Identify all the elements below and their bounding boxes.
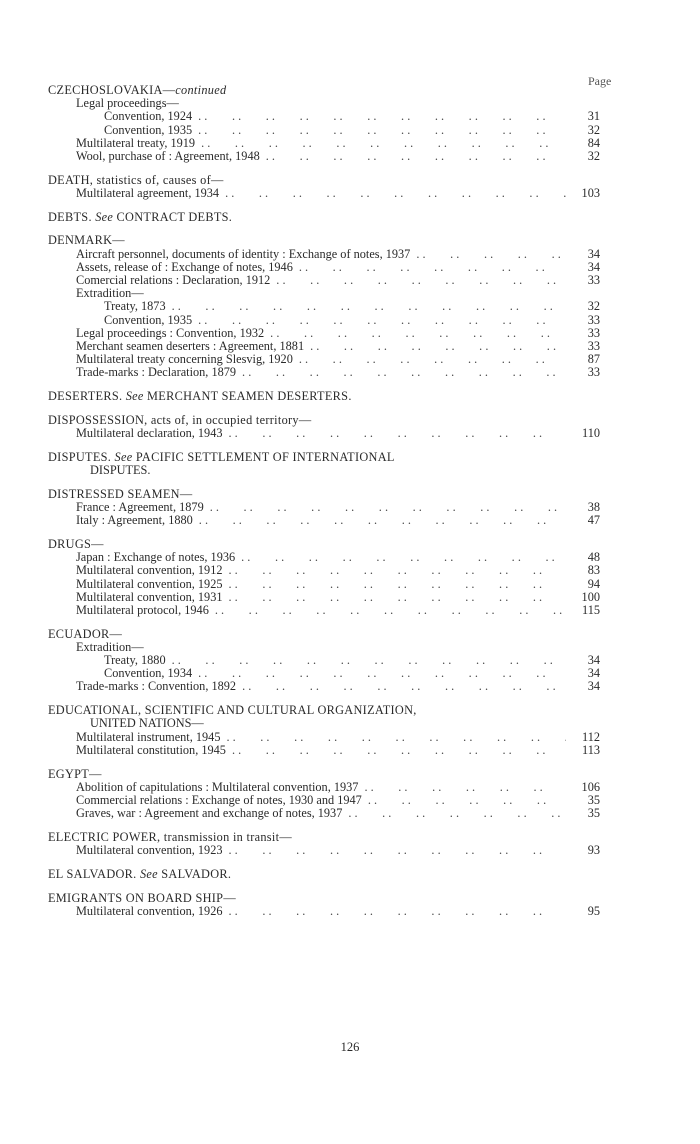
dot-leader [368, 794, 566, 807]
index-entry [48, 366, 600, 379]
dot-leader [226, 731, 566, 744]
entry-text: Legal proceedings— [76, 96, 179, 111]
entry-text: Multilateral convention, 1925 [76, 576, 223, 591]
index-entry [48, 744, 600, 757]
index-entry [48, 844, 600, 857]
entry-text: Extradition— [76, 639, 144, 654]
entry-text: Multilateral agreement, 1934 [76, 185, 220, 200]
entry-text: Convention, 1935 [104, 312, 193, 327]
entry-text: Italy : Agreement, 1880 [76, 513, 193, 528]
page-reference: 84 [587, 135, 600, 150]
page-reference: 113 [582, 742, 600, 757]
dot-leader [299, 353, 566, 366]
dot-leader [242, 366, 566, 379]
entry-text: DEATH, statistics of, causes of— [48, 172, 224, 187]
page-reference: 32 [587, 148, 600, 163]
entry-text: Trade-marks : Convention, 1892 [76, 679, 237, 694]
dot-leader [172, 654, 566, 667]
entry-text: Graves, war : Agreement and exchange of notes, 1937 [76, 806, 343, 821]
entry-text: Multilateral protocol, 1946 [76, 602, 209, 617]
page-reference: 100 [581, 589, 600, 604]
dot-leader [172, 300, 566, 313]
entry-text: Legal proceedings : Convention, 1932 [76, 325, 265, 340]
page-reference: 48 [587, 550, 600, 565]
entry-text: ECUADOR— [48, 626, 123, 641]
dot-leader [225, 187, 566, 200]
entry-text: Multilateral treaty, 1919 [76, 135, 196, 150]
page-reference: 112 [582, 729, 600, 744]
dot-leader [198, 124, 566, 137]
index-entry [48, 807, 600, 820]
entry-text: Convention, 1935 [104, 122, 193, 137]
dot-leader [232, 744, 566, 757]
entry-text: EGYPT— [48, 766, 102, 781]
entry-text: Aircraft personnel, documents of identity : Exchange of notes, 1937 [76, 246, 411, 261]
entry-text: Convention, 1924 [104, 109, 193, 124]
entry-text: Multilateral convention, 1923 [76, 843, 223, 858]
page-reference: 94 [587, 576, 600, 591]
entry-text: Comercial relations : Declaration, 1912 [76, 273, 271, 288]
index-entry [48, 514, 600, 527]
entry-text: Treaty, 1873 [104, 299, 166, 314]
entry-text: Japan : Exchange of notes, 1936 [76, 550, 236, 565]
dot-leader [229, 564, 566, 577]
dot-leader [310, 340, 566, 353]
dot-leader [241, 551, 566, 564]
page-reference: 33 [587, 338, 600, 353]
entry-text: ELECTRIC POWER, transmission in transit— [48, 829, 292, 844]
page-reference: 32 [587, 299, 600, 314]
dot-leader [210, 501, 566, 514]
index-list [48, 84, 600, 918]
entry-text: DESERTERS. See MERCHANT SEAMEN DESERTERS. [48, 389, 352, 404]
dot-leader [215, 604, 566, 617]
dot-leader [198, 667, 566, 680]
page-reference: 34 [587, 653, 600, 668]
index-entry [48, 187, 600, 200]
entry-text: DRUGS— [48, 537, 104, 551]
dot-leader [416, 248, 566, 261]
page-reference: 95 [587, 903, 600, 918]
index-entry [48, 680, 600, 693]
page-reference: 110 [582, 426, 600, 441]
entry-text: CZECHOSLOVAKIA—continued [48, 83, 227, 97]
page-reference: 33 [587, 365, 600, 380]
entry-text: Convention, 1934 [104, 666, 193, 681]
index-heading [48, 868, 600, 881]
entry-text: Multilateral constitution, 1945 [76, 742, 226, 757]
page-reference: 87 [587, 352, 600, 367]
dot-leader [229, 427, 567, 440]
entry-text: DISPUTES. [90, 463, 151, 478]
page-reference: 93 [587, 843, 600, 858]
entry-text: Abolition of capitulations : Multilateral convention, 1937 [76, 779, 359, 794]
entry-text: EDUCATIONAL, SCIENTIFIC AND CULTURAL ORGANIZATION, [48, 703, 417, 718]
dot-leader [229, 591, 566, 604]
entry-text: Wool, purchase of : Agreement, 1948 [76, 148, 260, 163]
entry-text: EMIGRANTS ON BOARD SHIP— [48, 890, 236, 905]
entry-text: Trade-marks : Declaration, 1879 [76, 365, 237, 380]
page-reference: 34 [587, 666, 600, 681]
page-reference: 47 [587, 513, 600, 528]
entry-text: Multilateral declaration, 1943 [76, 426, 223, 441]
entry-text: DISPUTES. See PACIFIC SETTLEMENT OF INTERNATIONAL [48, 449, 395, 464]
page-reference: 38 [587, 500, 600, 515]
page-reference: 103 [581, 185, 600, 200]
entry-text: UNITED NATIONS— [90, 716, 204, 731]
page-reference: 34 [587, 679, 600, 694]
page-reference: 35 [587, 792, 600, 807]
entry-text: Multilateral instrument, 1945 [76, 729, 221, 744]
entry-text: Multilateral treaty concerning Slesvig, 1920 [76, 352, 293, 367]
index-heading [48, 390, 600, 403]
dot-leader [198, 110, 566, 123]
page-reference: 33 [587, 273, 600, 288]
page-reference: 106 [581, 779, 600, 794]
dot-leader [364, 781, 566, 794]
entry-text: Assets, release of : Exchange of notes, 1946 [76, 259, 293, 274]
dot-leader [299, 261, 566, 274]
page-reference: 33 [587, 325, 600, 340]
entry-text: Commercial relations : Exchange of notes, 1930 and 1947 [76, 792, 362, 807]
index-entry [48, 905, 600, 918]
dot-leader [348, 807, 566, 820]
page-reference: 83 [587, 563, 600, 578]
dot-leader [266, 150, 566, 163]
dot-leader [229, 844, 566, 857]
index-entry [48, 427, 600, 440]
entry-text: Treaty, 1880 [104, 653, 166, 668]
page-reference: 33 [587, 312, 600, 327]
entry-text: Extradition— [76, 286, 144, 301]
index-entry [48, 604, 600, 617]
entry-text: Multilateral convention, 1931 [76, 589, 223, 604]
entry-text: EL SALVADOR. See SALVADOR. [48, 866, 232, 881]
entry-text: DEBTS. See CONTRACT DEBTS. [48, 209, 233, 224]
entry-text: Multilateral convention, 1912 [76, 563, 223, 578]
index-entry [48, 464, 600, 477]
entry-text: France : Agreement, 1879 [76, 500, 204, 515]
index-entry [48, 150, 600, 163]
page-number: 126 [340, 1040, 360, 1054]
page-reference: 35 [587, 806, 600, 821]
dot-leader [199, 514, 566, 527]
entry-text: DISPOSSESSION, acts of, in occupied territory— [48, 412, 312, 427]
entry-text: Multilateral convention, 1926 [76, 903, 223, 918]
page-reference: 34 [587, 259, 600, 274]
dot-leader [276, 274, 566, 287]
page-reference: 115 [582, 602, 600, 617]
page-reference: 34 [587, 246, 600, 261]
dot-leader [242, 680, 566, 693]
dot-leader [270, 327, 566, 340]
entry-text: DISTRESSED SEAMEN— [48, 486, 193, 501]
index-heading [48, 211, 600, 224]
page-reference: 32 [587, 122, 600, 137]
dot-leader [229, 578, 566, 591]
entry-text: DENMARK— [48, 233, 125, 248]
entry-text: Merchant seamen deserters : Agreement, 1881 [76, 338, 305, 353]
page-reference: 31 [587, 109, 600, 124]
dot-leader [229, 905, 566, 918]
page-column-label: Page [588, 74, 612, 88]
